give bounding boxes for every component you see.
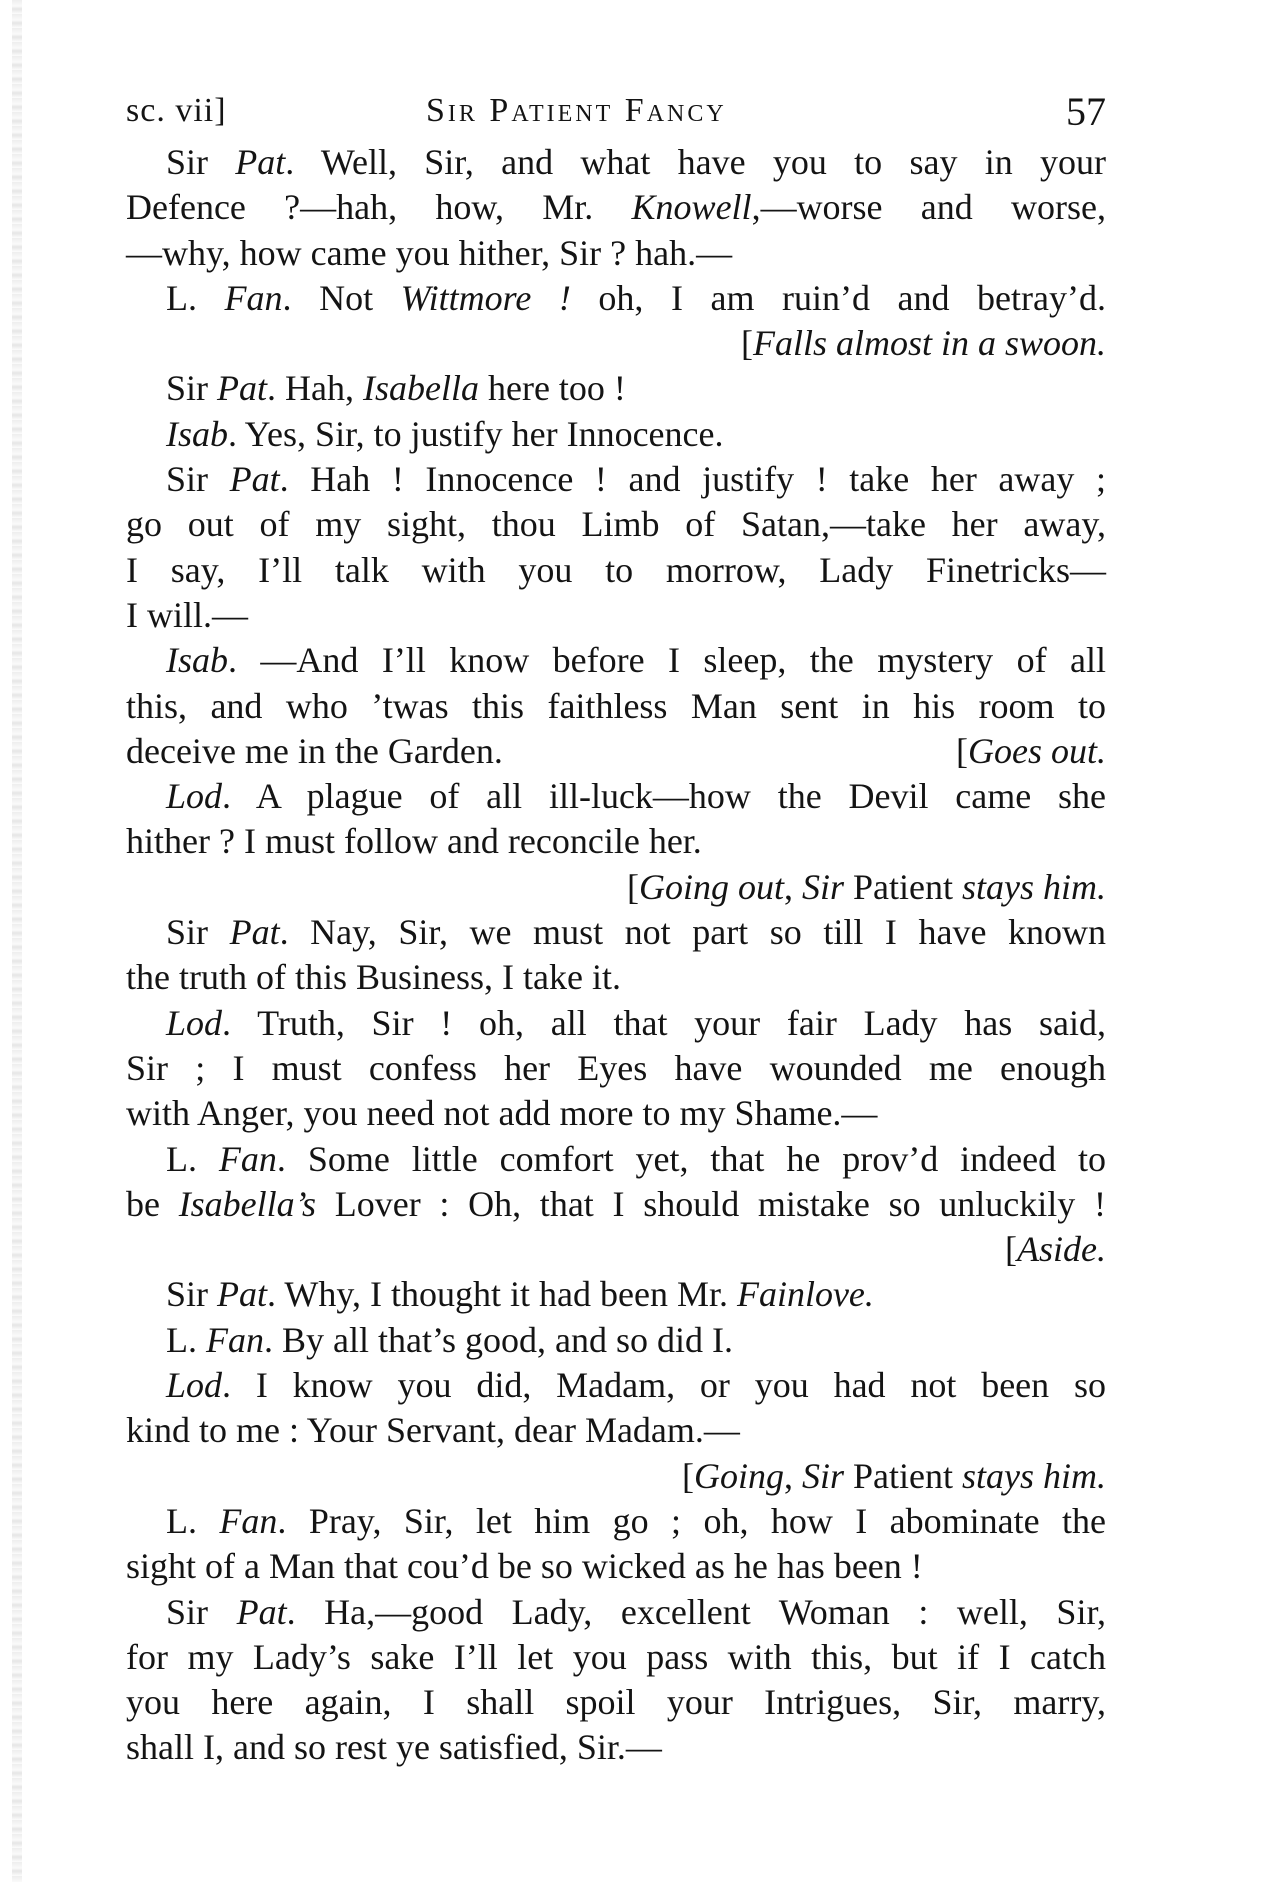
speaker-name: Pat xyxy=(235,142,286,182)
character-name: Knowell xyxy=(631,187,752,228)
speaker-name: Lod xyxy=(166,1002,223,1043)
speaker-name: Pat xyxy=(217,368,268,409)
stage-direction: [Going, Sir Patient stays him. xyxy=(682,1455,1106,1496)
text-line: —why, how came you hither, Sir ? hah.— xyxy=(126,232,733,273)
text-line: Sir Pat. Why, I thought it had been Mr. Fainlove. xyxy=(166,1274,874,1315)
text-line: Lod. A plague of all ill-luck—how the Devil came she xyxy=(166,776,1106,817)
text-line: this, and who ’twas this faithless Man sent in his room to xyxy=(126,685,1106,726)
text-line: L. Fan. Not Wittmore ! oh, I am ruin’d and betray’d. xyxy=(166,277,1106,318)
scene-reference: sc. vii] xyxy=(126,92,227,129)
speaker-name: Pat xyxy=(229,459,280,500)
text-line: go out of my sight, thou Limb of Satan,—take her away, xyxy=(126,504,1106,545)
speaker-name: Isab xyxy=(166,640,228,681)
text-line: Sir Pat. Hah, Isabella here too ! xyxy=(166,368,626,409)
stage-direction: [Aside. xyxy=(1005,1229,1106,1270)
character-name: Wittmore ! xyxy=(400,277,571,318)
speaker-name: Pat xyxy=(217,1274,268,1315)
character-name: Fainlove. xyxy=(736,1274,874,1315)
text-line: you here again, I shall spoil your Intrigues, Sir, marry, xyxy=(126,1682,1106,1723)
text-line: deceive me in the Garden. [Goes out. xyxy=(126,729,1106,774)
text-line: Isab. —And I’ll know before I sleep, the mystery of all xyxy=(166,640,1106,681)
text-line: Sir Pat. Nay, Sir, we must not part so till I have known xyxy=(166,912,1106,953)
speaker-name: Fan xyxy=(219,1500,278,1541)
speaker-name: Fan xyxy=(206,1319,264,1360)
page-number: 57 xyxy=(1066,89,1106,134)
speaker-name: Fan xyxy=(218,1138,277,1179)
text-line: the truth of this Business, I take it. xyxy=(126,957,621,998)
speaker-name: Pat xyxy=(229,912,280,953)
text-line: Isab. Yes, Sir, to justify her Innocence. xyxy=(166,413,724,454)
text-line: with Anger, you need not add more to my Shame.— xyxy=(126,1093,878,1134)
text-line: shall I, and so rest ye satisfied, Sir.— xyxy=(126,1727,662,1768)
text-line: Defence ?—hah, how, Mr. Knowell,—worse and worse, xyxy=(126,187,1106,228)
text-line: Sir Pat. Hah ! Innocence ! and justify ! take her away ; xyxy=(166,459,1106,500)
speaker-name: Lod xyxy=(166,776,223,817)
speaker-name: Isab xyxy=(166,413,228,454)
text-line: sight of a Man that cou’d be so wicked as he has been ! xyxy=(126,1546,923,1587)
text-line: Sir Pat. Ha,—good Lady, excellent Woman : well, Sir, xyxy=(166,1591,1106,1632)
text-line: for my Lady’s sake I’ll let you pass with this, but if I catch xyxy=(126,1636,1106,1677)
character-name: Isabella xyxy=(363,368,479,409)
running-title: Sir Patient Fancy xyxy=(426,92,727,129)
text-line: L. Fan. Some little comfort yet, that he prov’d indeed to xyxy=(166,1138,1107,1179)
stage-direction: [Going out, Sir Patient stays him. xyxy=(626,866,1106,907)
text-line: I say, I’ll talk with you to morrow, Lady Finetricks— xyxy=(126,549,1106,590)
text-line: Lod. Truth, Sir ! oh, all that your fair Lady has said, xyxy=(166,1002,1106,1043)
speaker-name: Fan xyxy=(224,277,283,318)
text-line: hither ? I must follow and reconcile her. xyxy=(126,821,702,862)
text-line: be Isabella’s Lover : Oh, that I should mistake so unluckily ! xyxy=(126,1183,1106,1224)
speaker-name: Pat xyxy=(236,1591,287,1632)
text-line: Sir ; I must confess her Eyes have wounded me enough xyxy=(126,1047,1106,1088)
text-line: L. Fan. Pray, Sir, let him go ; oh, how I abominate the xyxy=(166,1500,1106,1541)
play-text xyxy=(126,140,1106,1771)
text-line: L. Fan. By all that’s good, and so did I. xyxy=(166,1319,733,1360)
page-edge-shadow xyxy=(12,0,22,1882)
text-line: Lod. I know you did, Madam, or you had not been so xyxy=(166,1365,1106,1406)
character-name: Isabella’s xyxy=(178,1183,317,1224)
text-line: I will.— xyxy=(126,594,248,635)
running-header xyxy=(126,88,1106,138)
text-line: Sir Pat. Well, Sir, and what have you to say in your xyxy=(166,142,1106,182)
stage-direction: [Falls almost in a swoon. xyxy=(740,323,1106,364)
speaker-name: Lod xyxy=(166,1365,223,1406)
text-line: kind to me : Your Servant, dear Madam.— xyxy=(126,1410,740,1451)
stage-direction: [Goes out. xyxy=(956,730,1106,771)
